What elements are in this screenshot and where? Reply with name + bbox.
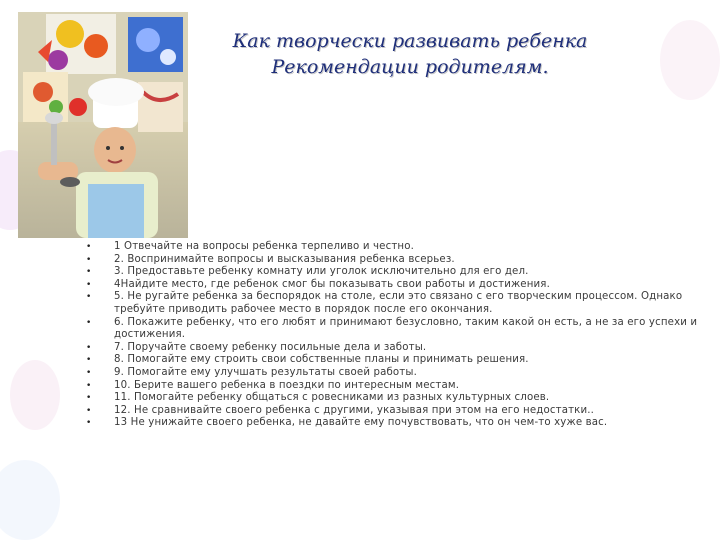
bullet-icon: • bbox=[86, 242, 92, 252]
balloon-decoration bbox=[0, 460, 60, 540]
list-item-text: 3. Предоставьте ребенку комнату или уголок исключительно для его дел. bbox=[114, 266, 529, 278]
list-item bbox=[86, 392, 711, 405]
list-item-text: 4Найдите место, где ребенок смог бы показывать свои работы и достижения. bbox=[114, 278, 550, 290]
list-item-text: 2. Воспринимайте вопросы и высказывания ребенка всерьез. bbox=[114, 253, 455, 265]
list-item-text: 12. Не сравнивайте своего ребенка с другими, указывая при этом на его недостатки.. bbox=[114, 404, 595, 416]
list-item bbox=[86, 291, 711, 316]
child-chef-photo bbox=[18, 12, 188, 238]
list-item-text: 8. Помогайте ему строить свои собственные планы и принимать решения. bbox=[114, 354, 529, 366]
list-item-text: 6. Покажите ребенку, что его любят и принимают безусловно, таким какой он есть, а не за его успехи и достижения. bbox=[114, 316, 698, 341]
list-item bbox=[86, 342, 711, 355]
child-chef-illustration bbox=[18, 12, 188, 238]
bullet-icon: • bbox=[86, 267, 92, 278]
bullet-icon: • bbox=[86, 355, 92, 366]
balloon-decoration bbox=[660, 20, 720, 100]
list-item bbox=[86, 417, 711, 430]
bullet-icon: • bbox=[86, 380, 92, 391]
list-item bbox=[86, 317, 711, 342]
bullet-icon: • bbox=[86, 254, 92, 265]
title-line-2: Рекомендации родителям. bbox=[271, 56, 549, 78]
list-item-text: 13 Не унижайте своего ребенка, не давайте ему почувствовать, что он чем-то хуже вас. bbox=[114, 417, 608, 429]
bullet-icon: • bbox=[86, 405, 92, 416]
bullet-icon: • bbox=[86, 418, 92, 429]
list-item bbox=[86, 279, 711, 292]
bullet-icon: • bbox=[86, 317, 92, 328]
list-item bbox=[86, 380, 711, 393]
list-item-text: 1 Отвечайте на вопросы ребенка терпеливо и честно. bbox=[114, 241, 414, 252]
list-item bbox=[86, 241, 711, 254]
title-line-1: Как творчески развивать ребенка bbox=[232, 30, 588, 52]
bullet-icon: • bbox=[86, 279, 92, 290]
list-item bbox=[86, 367, 711, 380]
list-item-text: 7. Поручайте своему ребенку посильные дела и заботы. bbox=[114, 341, 427, 353]
list-item bbox=[86, 254, 711, 267]
list-item bbox=[86, 354, 711, 367]
list-item bbox=[86, 266, 711, 279]
bullet-icon: • bbox=[86, 342, 92, 353]
balloon-decoration bbox=[10, 360, 60, 430]
bullet-icon: • bbox=[86, 292, 92, 303]
recommendations-list bbox=[86, 241, 711, 430]
list-item-text: 11. Помогайте ребенку общаться с ровесниками из разных культурных слоев. bbox=[114, 392, 550, 404]
bullet-icon: • bbox=[86, 393, 92, 404]
list-item-text: 5. Не ругайте ребенка за беспорядок на столе, если это связано с его творческим процессом. Однако требуйте приводить рабочее место в порядок после его окончания. bbox=[114, 291, 683, 315]
list-item-text: 10. Берите вашего ребенка в поездки по интересным местам. bbox=[114, 379, 460, 391]
list-item bbox=[86, 405, 711, 418]
bullet-icon: • bbox=[86, 367, 92, 378]
list-item-text: 9. Помогайте ему улучшать результаты своей работы. bbox=[114, 366, 417, 378]
page-title bbox=[200, 28, 620, 80]
